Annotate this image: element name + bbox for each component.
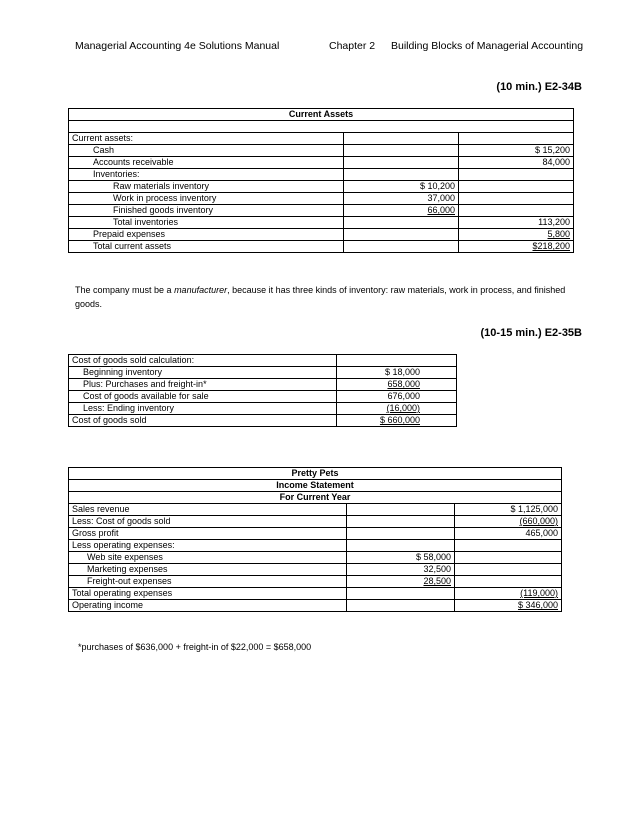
table-row: Accounts receivable 84,000 [69,157,574,169]
header-chapter-title: Building Blocks of Managerial Accounting [391,40,584,52]
header-chapter: Chapter 2 [329,40,376,52]
table-row: Less: Ending inventory (16,000) [69,403,457,415]
exercise-label-e2-35b: (10-15 min.) E2-35B [480,327,582,339]
table-row: Cash $ 15,200 [69,145,574,157]
table-row: Finished goods inventory 66,000 [69,205,574,217]
table-row: Raw materials inventory $ 10,200 [69,181,574,193]
table-row: Total inventories 113,200 [69,217,574,229]
manufacturer-paragraph: The company must be a manufacturer, because it has three kinds of inventory: raw materials, work in process, and finished goods. [75,285,566,309]
income-statement-table [68,467,562,612]
table-row: Total operating expenses (119,000) [69,588,562,600]
footnote: *purchases of $636,000 + freight-in of $22,000 = $658,000 [78,642,312,652]
table-row: Less operating expenses: [69,540,562,552]
statement-name: Income Statement [69,480,562,492]
current-assets-table [68,108,574,253]
exercise-label-e2-34b: (10 min.) E2-34B [496,81,582,93]
statement-period: For Current Year [69,492,562,504]
table-spacer-row [69,121,574,133]
table-row: Marketing expenses 32,500 [69,564,562,576]
company-name: Pretty Pets [69,468,562,480]
table-title: Current Assets [69,109,574,121]
table-row: Prepaid expenses 5,800 [69,229,574,241]
table-row: Work in process inventory 37,000 [69,193,574,205]
table-row: Operating income $ 346,000 [69,600,562,612]
table-row: Total current assets $218,200 [69,241,574,253]
table-row: Gross profit 465,000 [69,528,562,540]
table-row: Sales revenue $ 1,125,000 [69,504,562,516]
table-row: Inventories: [69,169,574,181]
header-manual-title: Managerial Accounting 4e Solutions Manual [75,40,280,52]
table-row: Cost of goods sold calculation: [69,355,457,367]
table-row: Freight-out expenses 28,500 [69,576,562,588]
table-row: Beginning inventory $ 18,000 [69,367,457,379]
table-row: Less: Cost of goods sold (660,000) [69,516,562,528]
table-row: Current assets: [69,133,574,145]
table-row: Plus: Purchases and freight-in* 658,000 [69,379,457,391]
table-row: Cost of goods available for sale 676,000 [69,391,457,403]
table-row: Web site expenses $ 58,000 [69,552,562,564]
cogs-table [68,354,457,427]
table-row: Cost of goods sold $ 660,000 [69,415,457,427]
